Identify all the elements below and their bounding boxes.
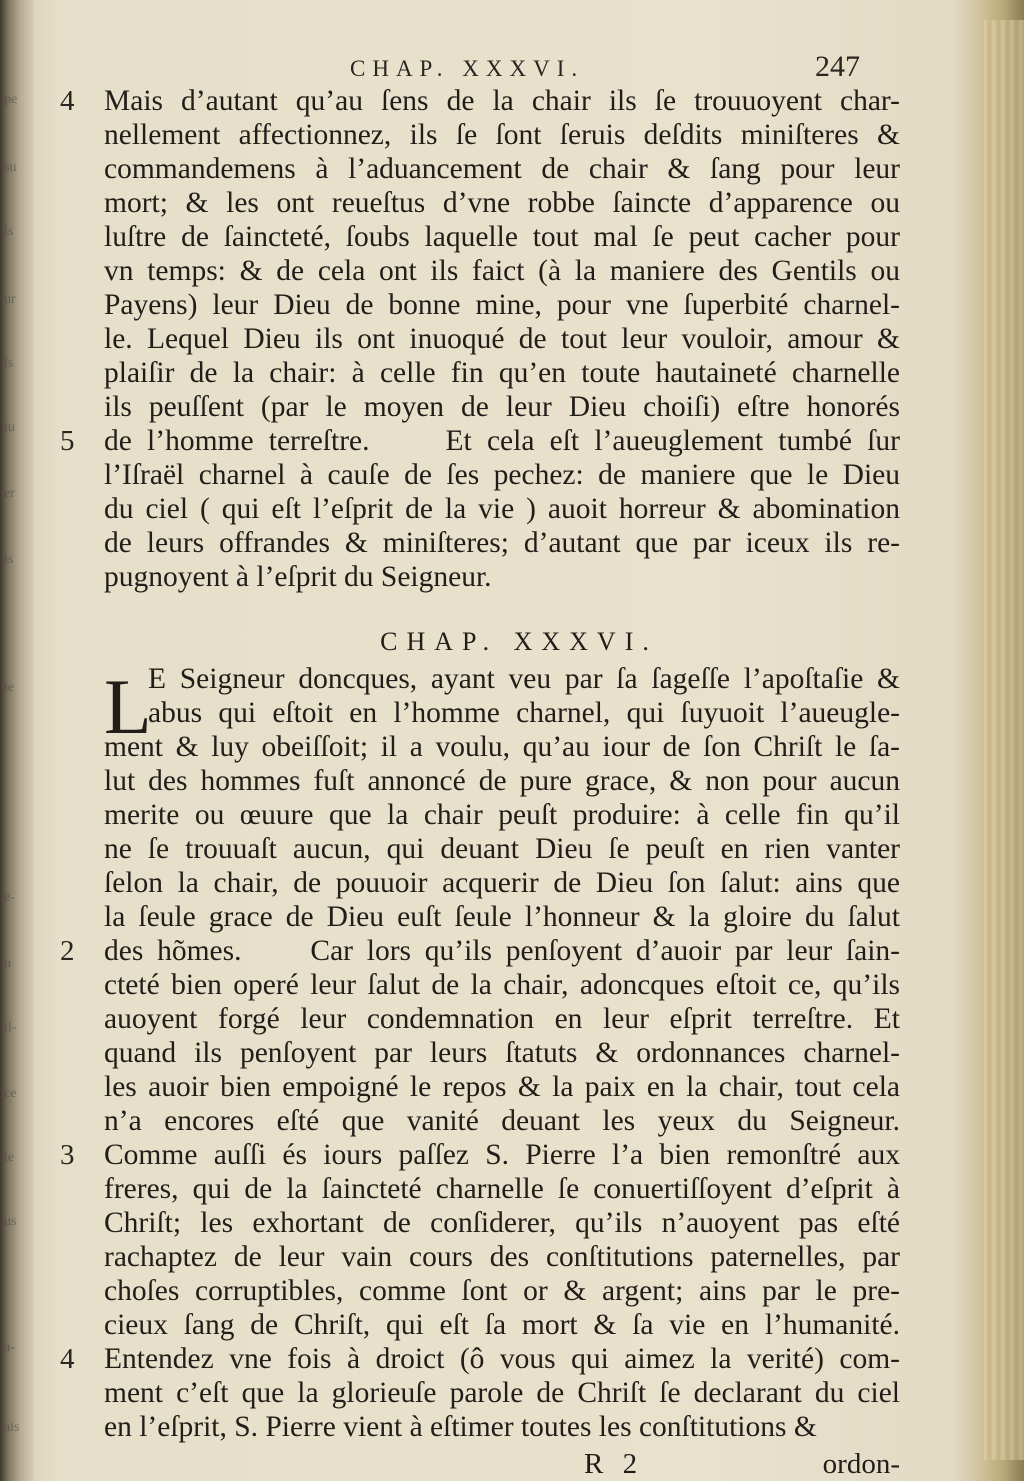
line-text: du ciel ( qui eſt l’eſprit de la vie ) auoit horreur & abomination <box>104 493 900 525</box>
line-text: luſtre de ſaincteté, ſoubs laquelle tout mal ſe peut cacher pour <box>104 221 900 253</box>
text-line <box>104 764 900 798</box>
text-line <box>104 492 900 526</box>
line-text: freres, qui de la ſaincteté charnelle ſe conuertiſſoyent d’eſprit à <box>104 1173 900 1205</box>
line-text: Mais d’autant qu’au ſens de la chair ils ſe trouuoyent char- <box>104 85 900 117</box>
section-gap <box>104 594 900 622</box>
line-text: ment & luy obeiſſoit; il a voulu, qu’au iour de ſon Chriſt le ſa- <box>104 731 900 763</box>
margin-verse-number: 5 <box>60 425 75 457</box>
line-text: Payens) leur Dieu de bonne mine, pour vne ſuperbité charnel- <box>104 289 900 321</box>
line-text: n’a encores eſté que vanité deuant les yeux du Seigneur. <box>104 1105 900 1137</box>
line-text: de leurs offrandes & miniſteres; d’autant que par iceux ils re- <box>104 527 900 559</box>
text-line <box>104 1036 900 1070</box>
line-text: ment c’eſt que la glorieuſe parole de Chriſt ſe declarant du ciel <box>104 1377 900 1409</box>
signature-mark: R 2 <box>584 1448 644 1480</box>
text-line <box>104 322 900 356</box>
line-text: le. Lequel Dieu ils ont inuoqué de tout leur vouloir, amour & <box>104 323 900 355</box>
text-line <box>104 390 900 424</box>
catchword: ordon- <box>822 1448 900 1480</box>
chapter-heading: CHAP. XXXVI. <box>380 627 658 656</box>
text-line <box>104 1376 900 1410</box>
line-text: Chriſt; les exhortant de conſiderer, qu’ils n’auoyent pas eſté <box>104 1207 900 1239</box>
text-line <box>104 1410 900 1444</box>
line-text: mort; & les ont reueſtus d’vne robbe ſaincte d’apparence ou <box>104 187 900 219</box>
text-line <box>104 560 900 594</box>
text-line <box>104 118 900 152</box>
line-text: cieux ſang de Chriſt, qui eſt ſa mort & ſa vie en l’humanité. <box>104 1309 900 1341</box>
text-line <box>104 458 900 492</box>
text-line <box>104 1172 900 1206</box>
line-text: pugnoyent à l’eſprit du Seigneur. <box>104 561 492 593</box>
line-text: les auoir bien empoigné le repos & la paix en la chair, tout cela <box>104 1071 900 1103</box>
text-line <box>104 696 900 730</box>
line-text: cteté bien operé leur ſalut de la chair, adoncques eſtoit ce, qu’ils <box>104 969 900 1001</box>
line-text: auoyent forgé leur condemnation en leur eſprit terreſtre. Et <box>104 1003 900 1035</box>
text-line <box>104 526 900 560</box>
line-text: Entendez vne fois à droict (ô vous qui aimez la verité) com- <box>104 1343 900 1375</box>
drop-initial: L <box>104 663 152 750</box>
text-line <box>104 220 900 254</box>
text-line <box>60 1342 900 1376</box>
text-line <box>104 1308 900 1342</box>
line-text: merite ou œuure que la chair peuſt produire: à celle fin qu’il <box>104 799 900 831</box>
line-text: quand ils penſoyent par leurs ſtatuts & ordonnances charnel- <box>104 1037 900 1069</box>
page-stack-edge <box>984 20 1024 1460</box>
text-line <box>60 424 900 458</box>
text-line <box>104 152 900 186</box>
line-text: vn temps: & de cela ont ils faict (à la maniere des Gentils ou <box>104 255 900 287</box>
line-text: ils peuſſent (par le moyen de leur Dieu choiſi) eſtre honorés <box>104 391 900 423</box>
text-line <box>104 1206 900 1240</box>
line-text: choſes corruptibles, comme ſont or & argent; ains par le pre- <box>104 1275 900 1307</box>
margin-verse-number: 2 <box>60 935 75 967</box>
text-line <box>60 1138 900 1172</box>
text-line <box>104 798 900 832</box>
margin-verse-number: 3 <box>60 1139 75 1171</box>
text-line <box>104 662 900 696</box>
text-line <box>104 968 900 1002</box>
line-text: commandemens à l’aduancement de chair & ſang pour leur <box>104 153 900 185</box>
text-line <box>104 1274 900 1308</box>
line-text: Comme auſſi és iours paſſez S. Pierre l’a bien remonſtré aux <box>104 1139 900 1171</box>
text-line <box>104 186 900 220</box>
text-line <box>104 254 900 288</box>
line-text: rachaptez de leur vain cours des conſtitutions paternelles, par <box>104 1241 900 1273</box>
line-text: E Seigneur doncques, ayant veu par ſa ſageſſe l’apoſtaſie & <box>148 663 900 695</box>
line-text: ſelon la chair, de pouuoir acquerir de Dieu ſon ſalut: ains que <box>104 867 900 899</box>
line-text: plaiſir de la chair: à celle fin qu’en toute hautaineté charnelle <box>104 357 900 389</box>
text-block <box>60 84 900 1481</box>
line-text: de l’homme terreſtre. Et cela eſt l’aueuglement tumbé ſur <box>104 425 900 457</box>
running-head: CHAP. XXXVI. <box>350 56 585 81</box>
line-text: lut des hommes fuſt annoncé de pure grace, & non pour aucun <box>104 765 900 797</box>
line-text: nellement affectionnez, ils ſe ſont ſeruis deſdits miniſteres & <box>104 119 900 151</box>
text-line <box>104 866 900 900</box>
text-line <box>60 84 900 118</box>
text-line <box>104 288 900 322</box>
page-footer <box>104 1444 900 1481</box>
margin-verse-number: 4 <box>60 85 75 117</box>
text-line <box>60 934 900 968</box>
line-text: l’Iſraël charnel à cauſe de ſes pechez: de maniere que le Dieu <box>104 459 900 491</box>
line-text: en l’eſprit, S. Pierre vient à eſtimer toutes les conſtitutions & <box>104 1411 817 1443</box>
facing-page-edge: pe su ls ur ls tu er is te e- n il- ce te us a- ais <box>0 0 34 1481</box>
page-number: 247 <box>815 50 860 83</box>
line-text: abus qui eſtoit en l’homme charnel, qui ſuyuoit l’aueugle- <box>148 697 900 729</box>
section-one <box>60 84 900 594</box>
text-line <box>104 1104 900 1138</box>
text-line <box>104 832 900 866</box>
text-line <box>104 1070 900 1104</box>
section-two <box>60 662 900 1444</box>
text-line <box>104 356 900 390</box>
line-text: des hõmes. Car lors qu’ils penſoyent d’auoir par leur ſain- <box>104 935 900 967</box>
text-line <box>104 1240 900 1274</box>
margin-verse-number: 4 <box>60 1343 75 1375</box>
line-text: la ſeule grace de Dieu euſt ſeule l’honneur & la gloire du ſalut <box>104 901 900 933</box>
text-line <box>104 730 900 764</box>
line-text: ne ſe trouuaſt aucun, qui deuant Dieu ſe peuſt en rien vanter <box>104 833 900 865</box>
text-line <box>104 900 900 934</box>
text-line <box>104 1002 900 1036</box>
